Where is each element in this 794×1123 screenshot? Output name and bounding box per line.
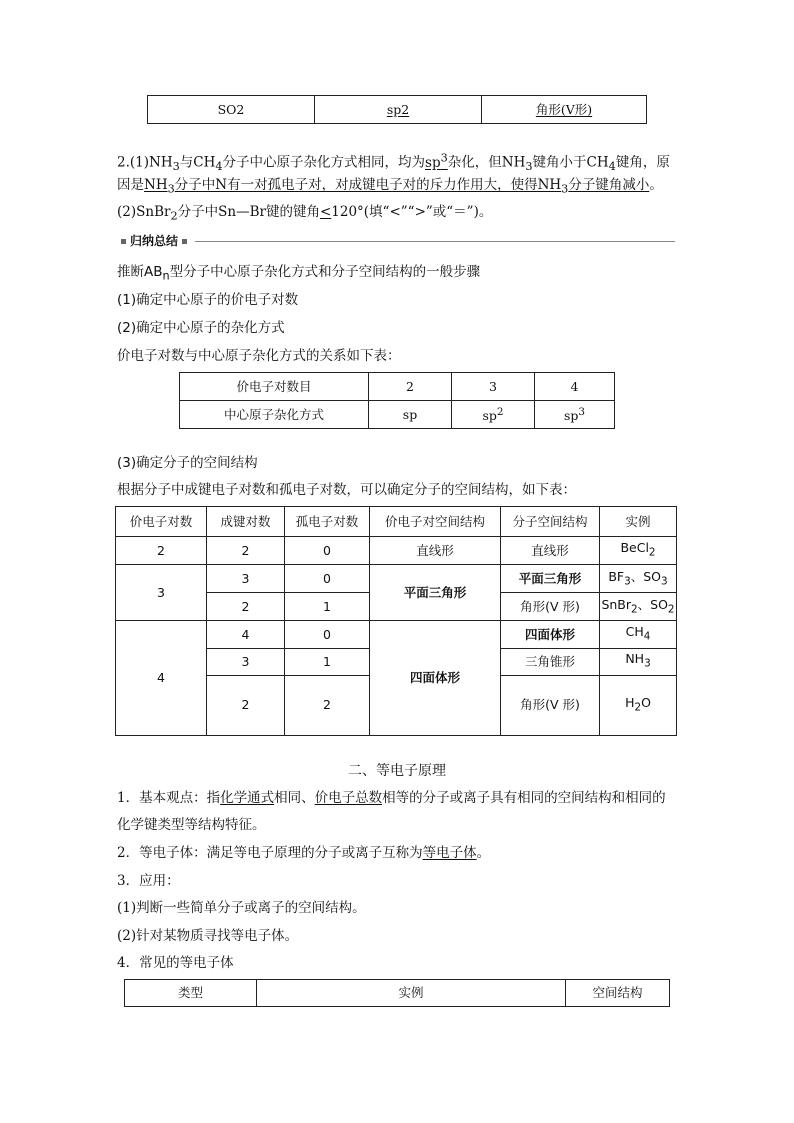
geometry-table: [115, 506, 677, 736]
answer-reason: $NH_3$分子中N有一对孤电子对，对成键电子对的斥力作用大，使得$NH_3$分子键角减小: [144, 177, 650, 196]
q2-sub: 4: [608, 160, 616, 174]
geo-header: 价电子对数: [116, 507, 207, 537]
geo-vsepr-cell: 四面体形: [370, 621, 501, 736]
geo-cell: 2: [285, 675, 370, 735]
geo-example: $H_2O$: [600, 675, 677, 735]
q2-line-3: [117, 202, 492, 227]
geo-cell: 直线形: [501, 537, 600, 565]
top-cell-formula: [148, 96, 315, 124]
section-heading: 二、等电子原理: [348, 763, 446, 779]
iso-header: 实例: [257, 980, 566, 1007]
geo-cell: 2: [207, 537, 285, 565]
geo-header: 实例: [600, 507, 677, 537]
summary-step1: (1)确定中心原子的价电子对数: [117, 292, 299, 308]
summary-step3: (3)确定分子的空间结构: [117, 455, 258, 471]
geo-cell: 0: [285, 621, 370, 648]
section2-p1-line2: 化学键类型等结构特征。: [117, 817, 266, 833]
hyb-type: sp: [369, 401, 452, 429]
q2-sub: 2: [170, 209, 178, 223]
hyb-header-label: 价电子对数目: [180, 373, 369, 401]
q2-text: 杂化，但NH: [447, 154, 526, 171]
square-bullet-icon: [182, 239, 187, 244]
hyb-count: 2: [369, 373, 452, 401]
table-row: [116, 565, 677, 593]
q2-sub: 3: [172, 160, 180, 174]
isoelectronic-table: [124, 979, 670, 1007]
geo-cell: 2: [207, 675, 285, 735]
hybridization-table: [179, 372, 615, 429]
geo-cell: 直线形: [370, 537, 501, 565]
section2-p1-line1: 1．基本观点：指化学通式相同、价电子总数相等的分子或离子具有相同的空间结构和相同的: [117, 790, 666, 806]
geo-cell: 四面体形: [501, 621, 600, 648]
q2-sub: 3: [525, 160, 533, 174]
answer-sp3: $sp^3$: [425, 151, 448, 171]
geo-cell: 1: [285, 593, 370, 621]
hyb-type: $sp^2$: [452, 401, 535, 429]
geo-vsepr-cell: 平面三角形: [370, 565, 501, 621]
geo-header: 孤电子对数: [285, 507, 370, 537]
q2-text: 2.(1)NH: [117, 154, 173, 171]
q2-text: 键角小于CH: [532, 154, 609, 171]
iso-header: 空间结构: [566, 980, 670, 1007]
geo-example: $BF_3$、$SO_3$: [600, 565, 677, 593]
geo-cell: 角形(V 形): [501, 593, 600, 621]
geo-cell: 1: [285, 648, 370, 675]
geo-cell: 三角锥形: [501, 648, 600, 675]
section2-p3: 3．应用：: [117, 873, 180, 889]
geo-header: 成键对数: [207, 507, 285, 537]
geo-cell: 4: [207, 621, 285, 648]
q2-text: 分子中Sn—Br键的键角: [177, 204, 320, 220]
geo-cell: 3: [207, 648, 285, 675]
hyb-type: $sp^3$: [535, 401, 615, 429]
geo-example: $CH_4$: [600, 621, 677, 648]
summary-bar: [117, 233, 675, 249]
geo-example: $NH_3$: [600, 648, 677, 675]
top-formula-text: SO2: [217, 101, 245, 117]
section2-p3-2: (2)针对某物质寻找等电子体。: [117, 928, 299, 944]
summary-rule: [195, 241, 675, 242]
summary-geo-intro: 根据分子中成键电子对数和孤电子对数，可以确定分子的空间结构，如下表：: [117, 482, 576, 498]
geo-cell: 角形(V 形): [501, 675, 600, 735]
geo-example: SnBr$_2$、$SO_2$: [600, 593, 677, 621]
geo-header: 价电子对空间结构: [370, 507, 501, 537]
geo-header: 分子空间结构: [501, 507, 600, 537]
hyb-count: 3: [452, 373, 535, 401]
q2-text: 因是: [117, 177, 144, 193]
summary-step2: (2)确定中心原子的杂化方式: [117, 320, 285, 336]
square-bullet-icon: [121, 239, 126, 244]
section2-p2: 2．等电子体：满足等电子原理的分子或离子互称为等电子体。: [117, 845, 491, 861]
summary-relation: 价电子对数与中心原子杂化方式的关系如下表：: [117, 348, 401, 364]
q2-line-2: [117, 175, 663, 200]
q2-text: 分子中心原子杂化方式相同，均为: [222, 154, 426, 171]
q2-sub: 4: [215, 160, 223, 174]
geo-cell: 平面三角形: [501, 565, 600, 593]
geo-cell: 0: [285, 565, 370, 593]
answer-less-than: <: [319, 204, 332, 220]
top-hybrid-text: sp2: [386, 101, 410, 117]
q2-line-1: [117, 148, 670, 177]
section2-p4: 4．常见的等电子体: [117, 955, 234, 971]
q2-text: 与CH: [179, 154, 216, 171]
top-shape-text: 角形(V形): [535, 101, 593, 117]
geo-cell: 2: [207, 593, 285, 621]
table-row: [116, 621, 677, 648]
top-cell-shape: [482, 96, 647, 124]
q2-text: 键角，原: [615, 154, 670, 171]
geo-cell: 2: [116, 537, 207, 565]
geo-cell: 3: [207, 565, 285, 593]
iso-header: 类型: [125, 980, 257, 1007]
section2-p3-1: (1)判断一些简单分子或离子的空间结构。: [117, 900, 366, 916]
q2-text: (2)SnBr: [117, 204, 171, 220]
hyb-row-label: 中心原子杂化方式: [180, 401, 369, 429]
top-table: [147, 95, 647, 124]
geo-cell: 0: [285, 537, 370, 565]
geo-example: BeCl$_2$: [600, 537, 677, 565]
q2-text: 120°(填“<”“>”或“＝”)。: [331, 204, 493, 220]
q2-text: 。: [649, 177, 663, 193]
table-row: [116, 537, 677, 565]
summary-title: 归纳总结: [117, 233, 191, 249]
top-cell-hybrid: [315, 96, 482, 124]
hyb-count: 4: [535, 373, 615, 401]
geo-group-cell: 3: [116, 565, 207, 621]
summary-intro: 推断$AB_n$型分子中心原子杂化方式和分子空间结构的一般步骤: [117, 264, 481, 283]
geo-group-cell: 4: [116, 621, 207, 736]
